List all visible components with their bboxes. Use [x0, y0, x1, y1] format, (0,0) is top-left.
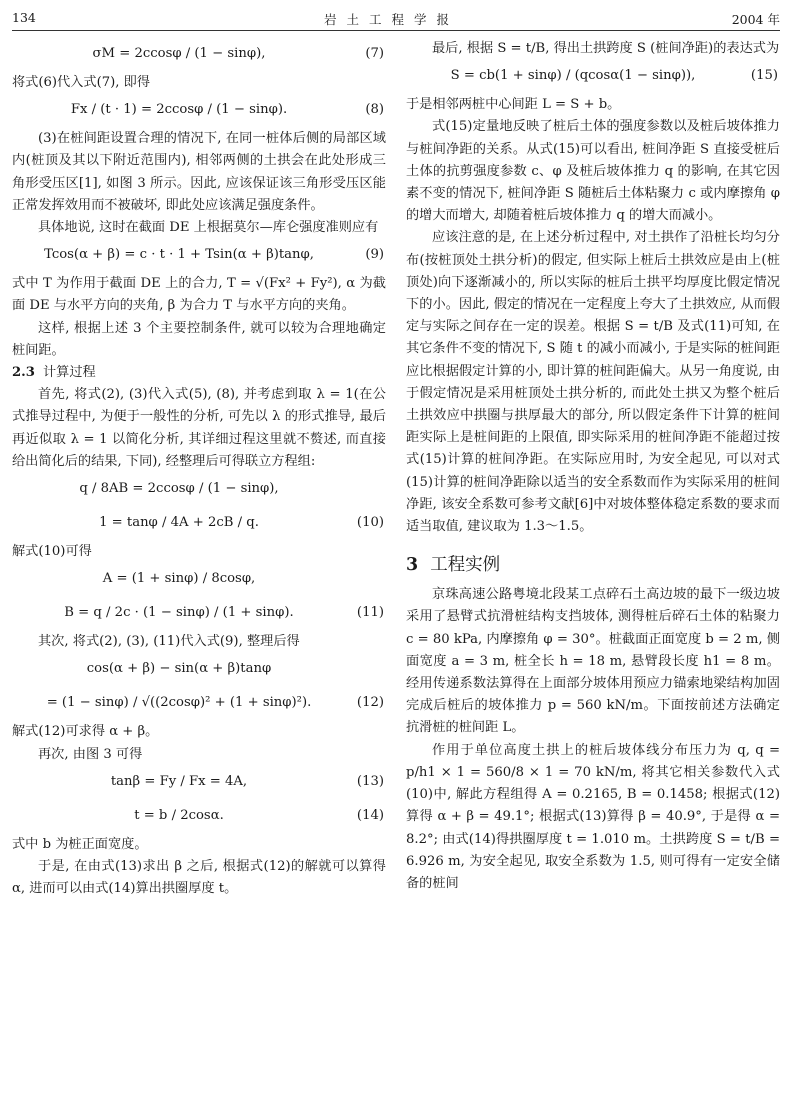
paragraph: 式中 T 为作用于截面 DE 上的合力, T = √(Fx² + Fy²), α 为截面 DE 与水平方向的夹角, β 为合力 T 与水平方向的夹角。 [12, 276, 386, 314]
equation-number: (13) [356, 773, 384, 789]
equation-10a [12, 473, 386, 507]
text-line: 将式(6)代入式(7), 即得 [12, 75, 151, 90]
equation-number: (15) [750, 68, 778, 84]
paragraph: 应该注意的是, 在上述分析过程中, 对土拱作了沿桩长均匀分布(按桩顶处土拱分析)的假定, 但实际上桩后土拱效应是由上(桩顶处)向下逐渐减小的, 所以实际的桩后土拱平均厚度比假定情况下的小。因此, 假定的情况在一定程度上夸大了土拱效应, 从而假定与实际之间存在一定的误差。根据 S = t/B 及式(11)可知, 在其它条件不变的情况下, S 随 t 的减小而减小, 于是实际的桩间距应比根据假定计算的小, 即计算的桩间距偏大。从另一角度说, 由于假定情况是采用桩顶处土拱分析的, 而此处土拱又为整个桩后土拱效应中拱圈与拱厚最大的部分, 所以假定条件下计算的桩间距实际上是桩间距的上限值, 即实际采用的桩间净距不能超过按式(15)计算的桩间净距。在实际应用时, 为安全起见, 可以对式(15)计算的桩间净距除以适当的安全系数而作为实际采用的桩间净距, 该安全系数可参考文献[6]中对坡体整体稳定系数的要求而适当取值, 建议取为 1.3～1.5。 [406, 230, 780, 535]
section-title: 工程实例 [430, 555, 501, 576]
equation-7 [12, 38, 386, 72]
paragraph: (3)在桩间距设置合理的情况下, 在同一桩体后侧的局部区域内(桩顶及其以下附近范围内), 相邻两侧的土拱会在此处形成三角形受压区[1], 如图 3 所示。因此, 应该保证该三角形受压区能正常发挥效用而不被破坏, 即此处应该满足强度条件。 [12, 131, 386, 213]
year: 2004 年 [731, 12, 780, 27]
equation-number: (8) [365, 102, 384, 118]
equation-number: (12) [356, 695, 384, 711]
paragraph: 作用于单位高度土拱上的桩后坡体线分布压力为 q, q = p/h1 × 1 = 560/8 × 1 = 70 kN/m, 将其它相关参数代入式(10)中, 解此方程组得 A = 0.2165, B = 0.1458; 根据式(12)算得 α + β = 49.1°; 根据式(13)算得 β = 40.9°, 于是得 α = 8.2°; 由式(14)得拱圈厚度 t = 1.010 m。土拱跨度 S = t/B = 6.926 m, 为安全起见, 取安全系数为 1.5, 则可得有一定安全储备的桩间 [406, 742, 780, 891]
text-line: 于是相邻两桩中心间距 L = S + b。 [406, 97, 621, 113]
equation-9 [12, 239, 386, 273]
paragraph: 最后, 根据 S = t/B, 得出土拱跨度 S (桩间净距)的表达式为 [432, 41, 780, 56]
subsection-number: 2.3 [12, 365, 35, 381]
equation-text: A = (1 + sinφ) / 8cosφ, [102, 571, 256, 587]
section-heading [406, 552, 780, 578]
equation-text: t = b / 2cosα. [134, 807, 224, 823]
text-line: 式中 b 为桩正面宽度。 [12, 836, 148, 852]
equation-number: (7) [365, 46, 384, 61]
equation-8 [12, 94, 386, 128]
equation-number: (9) [365, 247, 384, 263]
equation-text: S = cb(1 + sinφ) / (qcosα(1 − sinφ)), [450, 68, 696, 84]
equation-text: = (1 − sinφ) / √((2cosφ)² + (1 + sinφ)²). [46, 695, 312, 711]
equation-text: tanβ = Fy / Fx = 4A, [110, 773, 248, 789]
text-line: 解式(10)可得 [12, 544, 92, 560]
equation-number: (14) [356, 807, 384, 823]
subsection-heading [12, 362, 386, 384]
equation-number: (11) [356, 605, 384, 621]
text-line: 解式(12)可求得 α + β。 [12, 724, 159, 740]
page-number: 134 [12, 10, 36, 25]
equation-11a [12, 563, 386, 597]
equation-text: cos(α + β) − sin(α + β)tanφ [86, 661, 272, 677]
equation-text: σM = 2ccosφ / (1 − sinφ), [92, 46, 266, 61]
paragraph: 于是, 在由式(13)求出 β 之后, 根据式(12)的解就可以算得 α, 进而可以由式(14)算出拱圈厚度 t。 [12, 859, 386, 897]
equation-text: q / 8AB = 2ccosφ / (1 − sinφ), [79, 481, 279, 497]
journal-title: 岩土工程学报 [324, 12, 460, 27]
subsection-title: 计算过程 [42, 365, 96, 381]
page-header [12, 8, 780, 31]
equation-11b [12, 597, 386, 631]
equation-text: Tcos(α + β) = c · t · 1 + Tsin(α + β)tanφ, [44, 247, 314, 263]
equation-12b [12, 687, 386, 721]
paragraph: 首先, 将式(2), (3)代入式(5), (8), 并考虑到取 λ = 1(在公式推导过程中, 为便于一般性的分析, 可先以 λ 的形式推导, 最后再近似取 λ = 1 以简化分析, 其详细过程这里就不赘述, 而直接给出简化后的结果, 下同), 经整理后可得联立方程组: [12, 387, 386, 469]
right-column [406, 38, 780, 1096]
equation-14 [12, 800, 386, 834]
text-line: 其次, 将式(2), (3), (11)代入式(9), 整理后得 [38, 634, 300, 650]
equation-10b [12, 507, 386, 541]
equation-text: 1 = tanφ / 4A + 2cB / q. [99, 515, 259, 531]
paragraph: 这样, 根据上述 3 个主要控制条件, 就可以较为合理地确定桩间距。 [12, 320, 386, 358]
left-column [12, 38, 386, 1096]
equation-number: (10) [356, 515, 384, 531]
paragraph: 具体地说, 这时在截面 DE 上根据莫尔—库仑强度准则应有 [38, 220, 379, 236]
section-number: 3 [406, 555, 419, 576]
text-line: 再次, 由图 3 可得 [38, 746, 143, 762]
paragraph: 式(15)定量地反映了桩后土体的强度参数以及桩后坡体推力与桩间净距的关系。从式(15)可以看出, 桩间净距 S 直接受桩后土体的抗剪强度参数 c、φ 及桩后坡体推力 q 的影响, 在其它因素不变的情况下, 桩间净距 S 随桩后土体粘聚力 c 或内摩擦角 φ 的增大而增大, 却随着桩后坡体推力 q 的增大而减小。 [406, 119, 780, 224]
equation-13 [12, 766, 386, 800]
equation-15 [406, 60, 780, 94]
equation-12a [12, 653, 386, 687]
paragraph: 京珠高速公路粤境北段某工点碎石土高边坡的最下一级边坡采用了悬臂式抗滑桩结构支挡坡体, 测得桩后碎石土体的粘聚力 c = 80 kPa, 内摩擦角 φ = 30°。桩截面正面宽度 b = 2 m, 侧面宽度 a = 3 m, 桩全长 h = 18 m, 悬臂段长度 h1 = 8 m。经用传递系数法算得在上面部分坡体用预应力锚索地梁结构加固完成后桩后的坡体推力 p = 560 kN/m。下面按前述方法确定抗滑桩的桩间距 L。 [406, 587, 780, 736]
equation-text: B = q / 2c · (1 − sinφ) / (1 + sinφ). [64, 605, 294, 621]
equation-text: Fx / (t · 1) = 2ccosφ / (1 − sinφ). [70, 102, 288, 118]
